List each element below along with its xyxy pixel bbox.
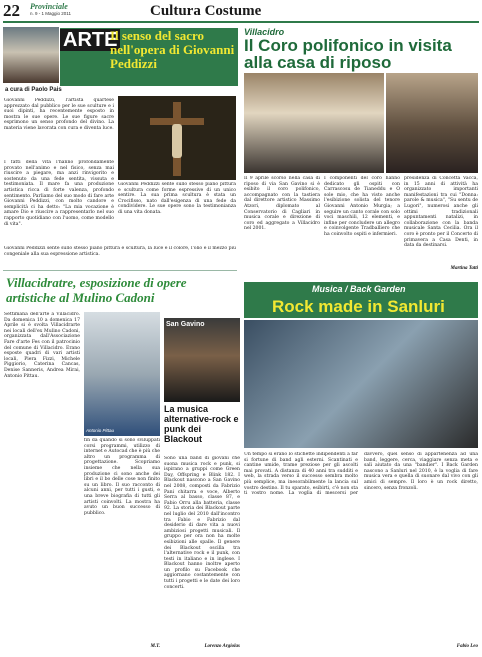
arte-paragraph-3: Giovanni Peddizzi sente sullo stesso piano pittura e scultura come forme espressive di un unico sentire. La sua prima scultura è stata un Crocifisso, nato dall'esigenza di una fede da condividere. Le sue opere sono la testimonianza di una vita donata. xyxy=(118,182,236,215)
blackout-text: Sono una band di giovani che suona musica rock e punk, si ispirano a gruppi come Green Day, Offspring e Blink 182. I Blackout nascono a San Gavino nel 2008, composti da Fabrizio Pani chitarra e voce, Alberto Serra al basso, classe 87, e Fabio Orru alla batteria, classe 92. La storia dei Blackout parte nel luglio del 2010 dall'incontro tra Fabio e Fabrizio dal desiderio di dare vita a nuovi ambiziosi progetti musicali. Il gruppo per ora non ha molte esibizioni alle spalle. Il genere dei Blackout oscilla tra l'alternative rock e il punk, con testi in italiano e in inglese. I Blackout hanno inoltre aperto un profilo su Facebook che aggiornano costantemente con tutti i progetti e le date dei loro concerti. xyxy=(164,456,240,590)
crucifix-artwork xyxy=(118,96,236,180)
choir-photo-1 xyxy=(244,73,384,173)
separator-arte xyxy=(3,270,237,271)
page-number: 22 xyxy=(3,1,20,20)
mulino-text: Settimana dell'arte a Villacidro. Da domenica 10 a domenica 17 Aprile si è svolta Villacidrarte nei locali dell'ex Mulino Cadoni, organizzata dall'Associazione Fare d'arte Fes con il patrocinio del comune di Villacidro. Erano esposte quadri di vari artisti locali, Piera Fizzi, Michele Piggiorio, Caterina Cancas, Denise Sanneris, Andrea Mirai, Antonio Pittau. xyxy=(4,312,80,379)
coro-author: Martina Tatti xyxy=(450,266,478,271)
choir-photo-2 xyxy=(386,73,478,173)
photo-caption: Antonio Pittau xyxy=(86,428,115,433)
musica-text: Un tempo si erano lo stichette indipendenti a far si fortune di band agli esterni. Scantinati e cantine umide, trame preziose per gli ascolti mai provati. A distanza di 40 anni tra sudditi e web, la strada verso il successo sembra molto più semplice, ma inesorabilmente la lancia sul vostro destino. Il tu sparato, esibirti, c'è non sta ti vostro nome. La voglia di mescersi per davvero, quel senso di appartenenza ad una band, leggere, cerca, viaggiare senza meta e salì aiutato da una "bandier". I Back Garden nascono a Sanluri nel 2010, è la voglia di fare musica vera e quella di suonare dal vivo con gli amici di sempre. Il loro è un rock diretto, sincero, senza fronzoli. xyxy=(244,452,478,497)
arte-paragraph-4: Giovanni Peddizzi sente sullo stesso piano pittura e scultura, la luce e il colore, l'olio e il mezzo più congeniale alla sua espressione artistica. xyxy=(4,246,236,257)
coro-column-1: Il 9 aprile scorso nella casa di riposo di via San Gavino si è esibito il coro polifonico, accompagnato con la tastiera dal direttore artistico Massimo Atzori, diplomato al Conservatorio di Cagliari in musica corale e direzione di coro ed aggregato a Villacidro nel 2001. xyxy=(244,176,320,232)
mulino-title: Villacidratre, esposizione di opere artistiche al Mulino Cadoni xyxy=(6,275,187,305)
masthead: Provinciale xyxy=(30,2,68,11)
musica-title: Rock made in Sanluri xyxy=(272,297,445,316)
arte-paragraph-1: Giovanni Peddizzi, l'artista quartese apprezzato dal pubblico per le sue sculture e i suoi dipinti, ha recentemente esposto in mostra le sue opere. Le sue figure sacre esprimono un senso profondo del divino. La materia viene lavorata con cura e diventa luce. xyxy=(4,98,114,131)
antonio-pittau-photo xyxy=(84,312,160,436)
coro-column-3: presidenza di Concetta Vacca, in 15 anni di attività ha organizzato importanti manifestazioni tra cui "Donna: parole & musica", "Su sentu de Lugori", numerosi anche gli ottimi tradizionali appuntamenti natalizi, in collaborazione con la banda musicale Santa Cecilia. Ora il coro è pronto per il Concerto di primavera a Casa Denti, in data da destinarsi. xyxy=(404,176,478,249)
coro-tag: Villacidro xyxy=(244,27,285,37)
arte-title: Il senso del sacro nell'opera di Giovanni Peddizzi xyxy=(110,28,235,71)
back-garden-band-photo xyxy=(244,320,478,448)
coro-column-2: I componenti del coro hanno dedicato gli ospiti con Carrascosu de Tianeddu e O sole mio, che ha visto anche l'esibizione solista del tenore Giovanni Antonio Murgia; a seguire un canto corale con solo voci maschili, 12 elementi, e infine per concludere un allegro e coinvolgente Tradballiero che ha coinvolto ospiti e infermieri. xyxy=(324,176,400,237)
mulino-author: M.T. xyxy=(150,644,160,649)
section-title: Cultura Costume xyxy=(150,3,262,19)
arte-tag: ARTE xyxy=(60,29,120,51)
issue-info: n. 9 - 1 Maggio 2011 xyxy=(30,11,71,16)
peddizzi-portrait xyxy=(3,27,59,83)
header-rule xyxy=(3,21,479,23)
blackout-author: Lorenzo Argiolas xyxy=(204,644,240,649)
mulino-text-2: fin da quando si sono sviluppati corsi programmi, utilizzo di internet e Autocad che è più che altro un programma di progettazione. Scopriamo insieme che nella sua produzione ci sono anche dei libri e il bo delle cose non finito su un libro. Il suo racconto di alcuni anni, per tutti i gusti, e una breve biografia di tutti gli artisti coinvolti. La mostra ha avuto un buon successo di pubblico. xyxy=(84,438,160,516)
arte-byline: a cura di Paolo Pais xyxy=(5,87,62,93)
musica-tag: Musica / Back Garden xyxy=(312,284,406,294)
blackout-band-photo xyxy=(164,318,240,402)
arte-paragraph-2: I fatti della vita l'hanno profondamente provato nell'animo e nel fisico, senza mai riuscire a piegare, ma anzi rinvigorito e sostenuto da una fede sentita, vissuta e testimoniata. Il mare fa una produzione artistica ricca di forte valenza, profondo sentimento. Parliamo del suo modo di fare arte Giovanni Peddizzi, con molto candore e semplicità ci ha detto: "La mia vocazione è amare Dio e riuscire a rappresentarlo nel suo rapporto quotidiano con l'uomo, come modello di vita". xyxy=(4,160,114,227)
blackout-title: La musica alternative-rock e punk dei Blackout xyxy=(164,404,239,444)
christ-figure xyxy=(172,124,182,158)
musica-author: Fabio Leo xyxy=(456,644,478,649)
blackout-photo-label: San Gavino xyxy=(166,321,205,328)
coro-title: Il Coro polifonico in visita alla casa di riposo xyxy=(244,36,452,72)
